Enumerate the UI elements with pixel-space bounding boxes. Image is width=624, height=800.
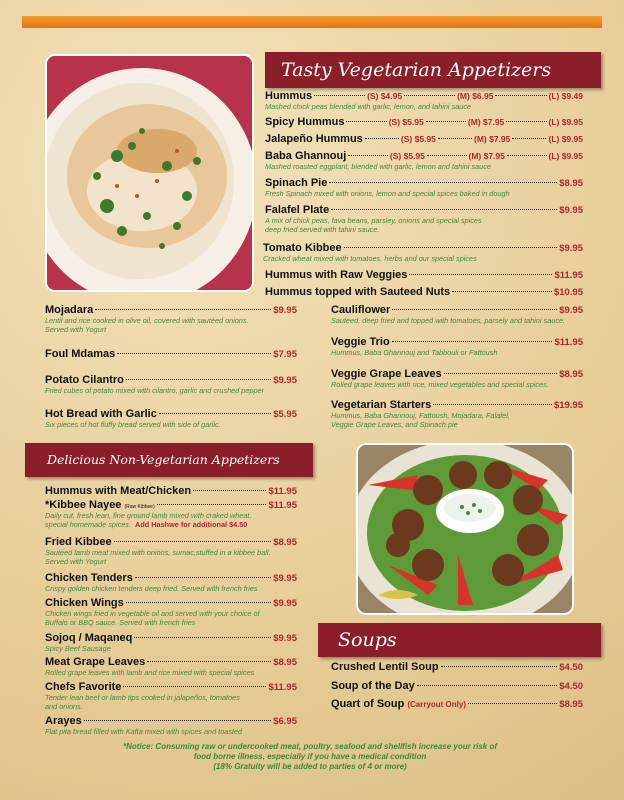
menu-item-foul-mdamas: Foul Mdamas $7.95 bbox=[45, 348, 297, 360]
menu-item-crushed-lentil-soup: Crushed Lentil Soup $4.50 bbox=[331, 661, 583, 673]
item-price: $9.95 bbox=[559, 243, 583, 254]
item-addon: Add Hashwe for additional $4.50 bbox=[135, 520, 248, 529]
menu-item-chicken-tenders: Chicken Tenders $9.95 Crispy golden chicken tenders deep fried. Served with french fries bbox=[45, 572, 297, 593]
item-price: $8.95 bbox=[273, 657, 297, 668]
item-description: Sauteed, deep fried and topped with tomatoes, parsely and tahini sauce. bbox=[331, 316, 566, 325]
item-price: $9.95 bbox=[273, 633, 297, 644]
menu-item-veggie-trio: Veggie Trio $11.95 Hummus, Baba Ghannouj and Tabbouli or Fattoush bbox=[331, 336, 583, 357]
vegetarian-section-banner bbox=[265, 52, 601, 88]
menu-item-hummus-raw-veggies: Hummus with Raw Veggies $11.95 bbox=[265, 269, 583, 281]
item-description: Hummus, Baba Ghannouj and Tabbouli or Fattoush bbox=[331, 348, 498, 357]
item-price: $11.95 bbox=[268, 486, 297, 497]
item-description: Hummus, Baba Ghannouj, Fattoush, Mojadara, Falafel, bbox=[331, 411, 510, 420]
price-small: (S) $5.95 bbox=[388, 117, 424, 127]
item-price: $9.95 bbox=[559, 305, 583, 316]
menu-item-potato-cilantro: Potato Cilantro $9.95 Fried cubes of potato mixed with cilantro, garlic and crushed pepper bbox=[45, 374, 297, 395]
menu-item-hot-bread-garlic: Hot Bread with Garlic $5.95 Six pieces of hot fluffy bread served with side of garlic. bbox=[45, 408, 297, 429]
item-description: Fried cubes of potato mixed with cilantro, garlic and crushed pepper bbox=[45, 386, 265, 395]
item-description: Rolled grape leaves with lamb and rice mixed with special spices bbox=[45, 668, 255, 677]
item-price: $7.95 bbox=[273, 349, 297, 360]
notice-line-1: *Notice: Consuming raw or undercooked meat, poultry, seafood and shellfish increase your risk of bbox=[122, 742, 497, 751]
price-medium: (M) $7.95 bbox=[468, 151, 505, 161]
item-price: $11.95 bbox=[268, 682, 297, 693]
hummus-photo bbox=[45, 54, 254, 292]
menu-item-baba-ghannouj: Baba Ghannouj (S) $5.95 (M) $7.95 (L) $9.95 Mashed roasted eggplant, blended with garlic, lemon and tahini sauce bbox=[265, 150, 583, 171]
price-large: (L) $9.95 bbox=[548, 151, 583, 161]
non-vegetarian-section-title: Delicious Non-Vegetarian Appetizers bbox=[47, 452, 280, 467]
item-price: $11.95 bbox=[554, 270, 583, 281]
menu-item-veggie-grape-leaves: Veggie Grape Leaves $8.95 Rolled grape leaves with rice, mixed vegetables and special spices. bbox=[331, 368, 583, 389]
item-description: Chicken wings fried in vegetable oil and served with your choice of bbox=[45, 609, 260, 618]
item-description: Fresh Spinach mixed with onions, lemon and special spices baked in dough bbox=[265, 189, 510, 198]
item-description: Daily cut, fresh lean, fine ground lamb mixed with craked wheat, bbox=[45, 511, 252, 520]
price-small: (S) $5.95 bbox=[389, 151, 425, 161]
item-price: $6.95 bbox=[273, 716, 297, 727]
menu-item-jalapeno-hummus: Jalapeño Hummus (S) $5.95 (M) $7.95 (L) $9.95 bbox=[265, 133, 583, 145]
vegetarian-section-title: Tasty Vegetarian Appetizers bbox=[281, 59, 552, 81]
item-description: Rolled grape leaves with rice, mixed vegetables and special spices. bbox=[331, 380, 549, 389]
item-description: Flat pita bread filled with Kafta mixed with spices and toasted bbox=[45, 727, 243, 736]
price-medium: (M) $6.95 bbox=[457, 91, 494, 101]
menu-item-quart-of-soup: Quart of Soup (Carryout Only) $8.95 bbox=[331, 698, 583, 710]
menu-item-soup-of-the-day: Soup of the Day $4.50 bbox=[331, 680, 583, 692]
menu-item-kibbee-nayee: *Kibbee Nayee (Raw Kibbee) $11.95 Daily cut, fresh lean, fine ground lamb mixed with craked wheat, special homemade spices. Add Hashwe for additional $4.50 bbox=[45, 499, 297, 529]
item-price: $8.95 bbox=[559, 699, 583, 710]
item-price: $11.95 bbox=[554, 337, 583, 348]
top-accent-bar bbox=[22, 16, 602, 28]
health-notice bbox=[80, 742, 540, 772]
item-description-2: Served with Yogurt bbox=[45, 557, 107, 566]
menu-item-falafel-plate: Falafel Plate $9.95 A mix of chick peas, fava beans, parsley, onions and special spices deep fried served with tahini sauce. bbox=[265, 204, 583, 234]
price-large: (L) $9.95 bbox=[548, 117, 584, 127]
menu-item-hummus-sauteed-nuts: Hummus topped with Sauteed Nuts $10.95 bbox=[265, 286, 583, 298]
menu-item-fried-kibbee: Fried Kibbee $8.95 Sautéed lamb meat mixed with onions, sumac,stuffed in a kibbee ball. Served with Yogurt bbox=[45, 536, 297, 566]
item-price: $10.95 bbox=[553, 287, 583, 298]
item-price: $8.95 bbox=[273, 537, 297, 548]
item-description: Mashed chick peas blended with garlic, lemon, and tahini sauce bbox=[265, 102, 472, 111]
menu-item-vegetarian-starters: Vegetarian Starters $19.95 Hummus, Baba Ghannouj, Fattoush, Mojadara, Falafel, Veggie Grape Leaves, and Spinach pie bbox=[331, 399, 583, 429]
item-note: (Carryout Only) bbox=[407, 700, 466, 709]
price-medium: (M) $7.95 bbox=[474, 134, 511, 144]
price-small: (S) $5.95 bbox=[400, 134, 436, 144]
item-price: $9.95 bbox=[273, 305, 297, 316]
price-large: (L) $9.95 bbox=[548, 134, 583, 144]
item-description-2: deep fried served with tahini sauce. bbox=[265, 225, 380, 234]
item-description: Six pieces of hot fluffy bread served with side of garlic. bbox=[45, 420, 221, 429]
item-price: $19.95 bbox=[553, 400, 583, 411]
item-description-2: Served with Yogurt bbox=[45, 325, 107, 334]
item-price: $9.95 bbox=[273, 573, 297, 584]
item-description-2: Buffalo or BBQ sauce. Served with french fries bbox=[45, 618, 196, 627]
price-medium: (M) $7.95 bbox=[467, 117, 505, 127]
menu-item-sojoq-maqaneq: Sojoq / Maqaneq $9.95 Spicy Beef Sausage bbox=[45, 632, 297, 653]
menu-item-meat-grape-leaves: Meat Grape Leaves $8.95 Rolled grape leaves with lamb and rice mixed with special spices bbox=[45, 656, 297, 677]
item-price: $8.95 bbox=[559, 178, 583, 189]
item-price: $11.95 bbox=[268, 500, 297, 511]
item-price: $9.95 bbox=[273, 598, 297, 609]
menu-item-spinach-pie: Spinach Pie $8.95 Fresh Spinach mixed with onions, lemon and special spices baked in dough bbox=[265, 177, 583, 198]
falafel-photo bbox=[356, 443, 574, 615]
menu-item-cauliflower: Cauliflower $9.95 Sauteed, deep fried and topped with tomatoes, parsely and tahini sauce. bbox=[331, 304, 583, 325]
item-price: $9.95 bbox=[559, 205, 583, 216]
item-price: $4.50 bbox=[559, 662, 583, 673]
item-description: Cracked wheat mixed with tomatoes, herbs and our special spices bbox=[263, 254, 477, 263]
menu-item-tomato-kibbee: Tomato Kibbee $9.95 Cracked wheat mixed with tomatoes, herbs and our special spices bbox=[263, 242, 583, 263]
soups-section-title: Soups bbox=[338, 629, 397, 651]
item-price: $4.50 bbox=[559, 681, 583, 692]
menu-item-hummus: Hummus (S) $4.95 (M) $6.95 (L) $9.49 Mashed chick peas blended with garlic, lemon, and tahini sauce bbox=[265, 90, 583, 111]
menu-item-chicken-wings: Chicken Wings $9.95 Chicken wings fried in vegetable oil and served with your choice of Buffalo or BBQ sauce. Served with french fries bbox=[45, 597, 297, 627]
item-description: Tender lean beef or lamb tips cooked in jalapeños, tomatoes bbox=[45, 693, 240, 702]
item-description: Sautéed lamb meat mixed with onions, sumac,stuffed in a kibbee ball. bbox=[45, 548, 271, 557]
item-description-2: and onions. bbox=[45, 702, 83, 711]
menu-item-mojadara: Mojadara $9.95 Lentil and rice cooked in olive oil, covered with sautéed onions. Served with Yogurt bbox=[45, 304, 297, 334]
soups-section-banner bbox=[318, 623, 601, 657]
item-description: Mashed roasted eggplant, blended with garlic, lemon and tahini sauce bbox=[265, 162, 491, 171]
item-price: $5.95 bbox=[273, 409, 297, 420]
item-description: Crispy golden chicken tenders deep fried. Served with french fries bbox=[45, 584, 258, 593]
non-vegetarian-section-banner bbox=[25, 443, 313, 477]
notice-line-3: (18% Gratuity will be added to parties of 4 or more) bbox=[213, 762, 407, 771]
item-description-2: special homemade spices. bbox=[45, 520, 131, 529]
menu-item-arayes: Arayes $6.95 Flat pita bread filled with Kafta mixed with spices and toasted bbox=[45, 715, 297, 736]
item-note: (Raw Kibbee) bbox=[124, 504, 155, 510]
item-description: Lentil and rice cooked in olive oil, covered with sautéed onions. bbox=[45, 316, 249, 325]
menu-item-chefs-favorite: Chefs Favorite $11.95 Tender lean beef or lamb tips cooked in jalapeños, tomatoes and onions. bbox=[45, 681, 297, 711]
item-price: $9.95 bbox=[273, 375, 297, 386]
item-description: A mix of chick peas, fava beans, parsley, onions and special spices bbox=[265, 216, 482, 225]
notice-line-2: food borne illness, especially if you have a medical condition bbox=[193, 752, 427, 761]
item-description-2: Veggie Grape Leaves, and Spinach pie bbox=[331, 420, 458, 429]
price-small: (S) $4.95 bbox=[367, 91, 403, 101]
menu-item-spicy-hummus: Spicy Hummus (S) $5.95 (M) $7.95 (L) $9.95 bbox=[265, 116, 584, 128]
menu-item-hummus-meat-chicken: Hummus with Meat/Chicken $11.95 bbox=[45, 485, 297, 497]
item-price: $8.95 bbox=[559, 369, 583, 380]
price-large: (L) $9.49 bbox=[548, 91, 583, 101]
item-description: Spicy Beef Sausage bbox=[45, 644, 111, 653]
